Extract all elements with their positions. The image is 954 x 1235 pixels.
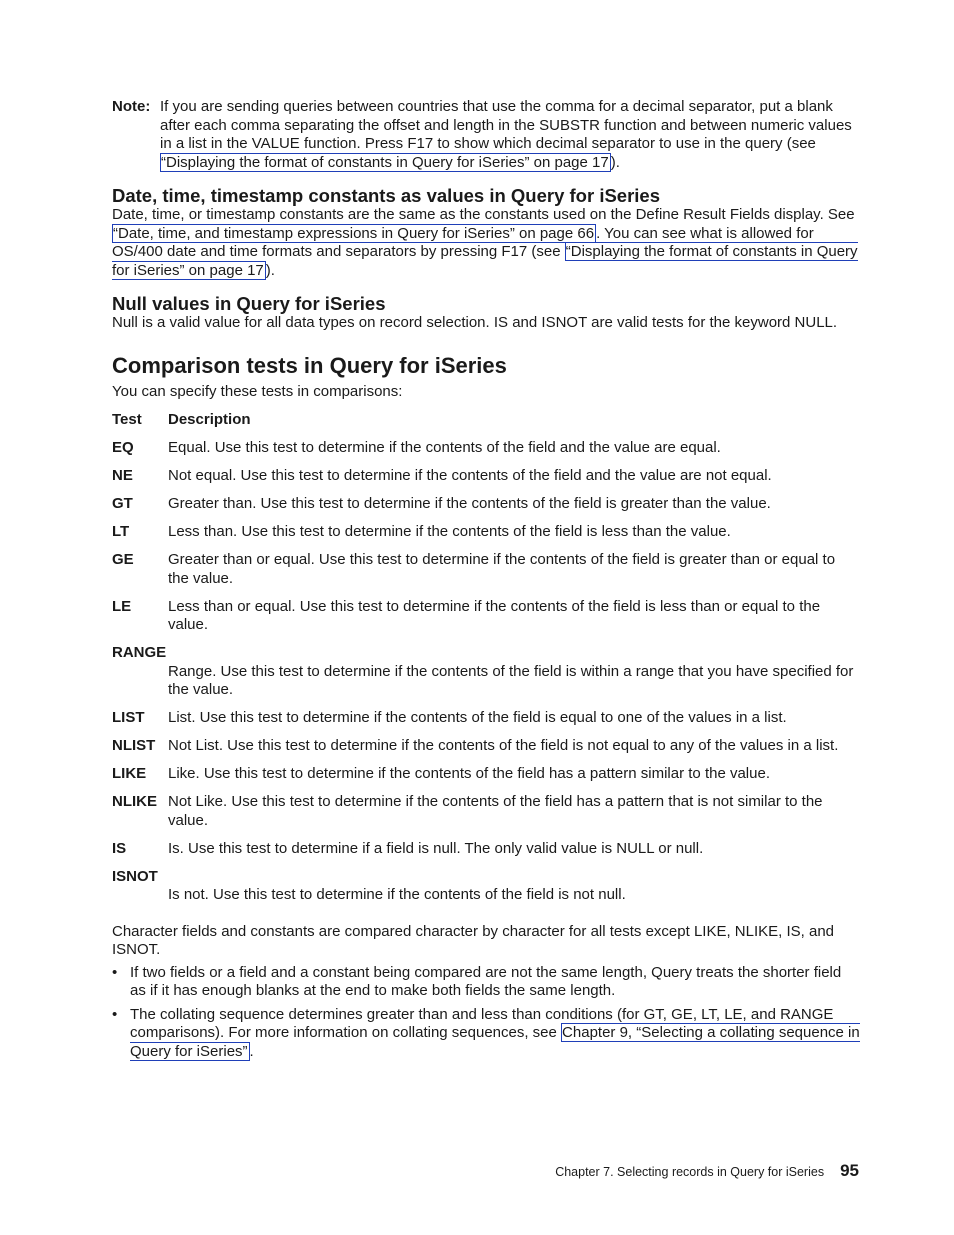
test-description: Not equal. Use this test to determine if the contents of the field and the value are not equal. [168,467,772,484]
tests-header-row [112,411,860,430]
test-row [112,551,860,588]
test-term: LE [112,597,132,615]
link-date-time-expressions[interactable]: “Date, time, and timestamp expressions in Query for iSeries” on page 66 [113,224,595,242]
test-description: Is. Use this test to determine if a field is null. The only valid value is NULL or null. [168,839,704,857]
date-constants-text: Date, time, or timestamp constants are the same as the constants used on the Define Result Fields display. See “Date, time, and timestamp expressions in Query for iSeries” on page 66 . You can see what is allowed for OS/400 date and time formats and separators by pressing F17 (see “Displaying the format of constants in Query for iSeries” on page 17 ). [112,206,858,279]
test-term: EQ [112,439,134,456]
date-constants-heading: Date, time, timestamp constants as values in Query for iSeries [112,185,661,206]
test-row [112,793,860,830]
null-values-text: Null is a valid value for all data types on record selection. IS and ISNOT are valid tests for the keyword NULL. [112,314,838,331]
test-term: LIST [112,709,145,726]
comparison-tests-heading: Comparison tests in Query for iSeries [112,352,507,378]
test-term: NE [112,467,133,484]
note-label: Note: [112,98,151,115]
test-description: List. Use this test to determine if the contents of the field is equal to one of the values in a list. [168,709,787,726]
test-row [112,467,860,486]
test-row [112,495,860,514]
test-row [112,737,860,756]
compare-bullets [112,964,860,1062]
col-description-header: Description [168,411,251,428]
test-description: Less than or equal. Use this test to determine if the contents of the field is less than or equal to the value. [168,597,821,633]
footer-chapter: Chapter 7. Selecting records in Query for iSeries [555,1165,825,1179]
test-description: Not Like. Use this test to determine if the contents of the field has a pattern that is not similar to the value. [168,793,823,829]
test-description: Not List. Use this test to determine if the contents of the field is not equal to any of the values in a list. [168,737,839,754]
link-displaying-format-constants-2[interactable]: “Displaying the format of constants in Query for iSeries” on page 17 [112,243,858,279]
note-block [112,98,860,172]
test-term: RANGE [112,644,167,661]
comparison-intro: You can specify these tests in comparisons: [112,382,403,400]
test-description: Greater than or equal. Use this test to determine if the contents of the field is greater than or equal to the value. [168,551,836,587]
test-row [112,840,860,859]
test-row [112,523,860,542]
test-row [112,868,860,905]
link-chapter-9-collating[interactable]: Chapter 9, “Selecting a collating sequence in Query for iSeries” [130,1024,860,1060]
test-term: GT [112,495,133,512]
link-displaying-format-constants[interactable]: “Displaying the format of constants in Query for iSeries” on page 17 [161,153,609,171]
test-row [112,765,860,784]
character-compare-text: Character fields and constants are compared character by character for all tests except LIKE, NLIKE, IS, and ISNOT. [112,922,835,958]
test-term: ISNOT [112,867,158,885]
test-term: NLIST [112,737,156,754]
test-term: NLIKE [112,793,157,810]
test-row [112,644,860,700]
test-term: LIKE [112,765,147,782]
page-footer [555,1162,859,1182]
test-row [112,598,860,635]
test-description: Like. Use this test to determine if the contents of the field has a pattern similar to the value. [168,765,770,782]
tests-definition-list [112,411,860,905]
test-term: IS [112,839,127,857]
col-test-header: Test [112,411,142,428]
test-description: Less than. Use this test to determine if the contents of the field is less than the value. [168,523,731,540]
test-description: Equal. Use this test to determine if the contents of the field and the value are equal. [168,439,721,456]
test-description: Range. Use this test to determine if the contents of the field is within a range that you have specified for the value. [168,662,854,698]
page-body [112,98,860,1066]
list-item: • The collating sequence determines greater than and less than conditions (for GT, GE, LT, LE, and RANGE comparisons). For more information on collating sequences, see Chapter 9, “Selecting a collating sequence in Query for iSeries” . [112,1006,860,1062]
null-values-heading: Null values in Query for iSeries [112,293,386,314]
test-term: GE [112,551,134,568]
note-text: If you are sending queries between countries that use the comma for a decimal separator, put a blank after each comma separating the offset and length in the SUBSTR function and between numeric values in a list in the VALUE function. Press F17 to show which decimal separator to use in the query (see “Displaying the format of constants in Query for iSeries” on page 17 ). [160,98,852,171]
test-row [112,439,860,458]
list-item: • If two fields or a field and a constant being compared are not the same length, Query treats the shorter field as if it has enough blanks at the end to make both fields the same length. [112,964,860,1001]
page-number: 95 [840,1161,859,1180]
test-description: Is not. Use this test to determine if the contents of the field is not null. [168,886,626,903]
test-description: Greater than. Use this test to determine if the contents of the field is greater than the value. [168,495,771,512]
test-term: LT [112,523,130,540]
test-row [112,709,860,728]
